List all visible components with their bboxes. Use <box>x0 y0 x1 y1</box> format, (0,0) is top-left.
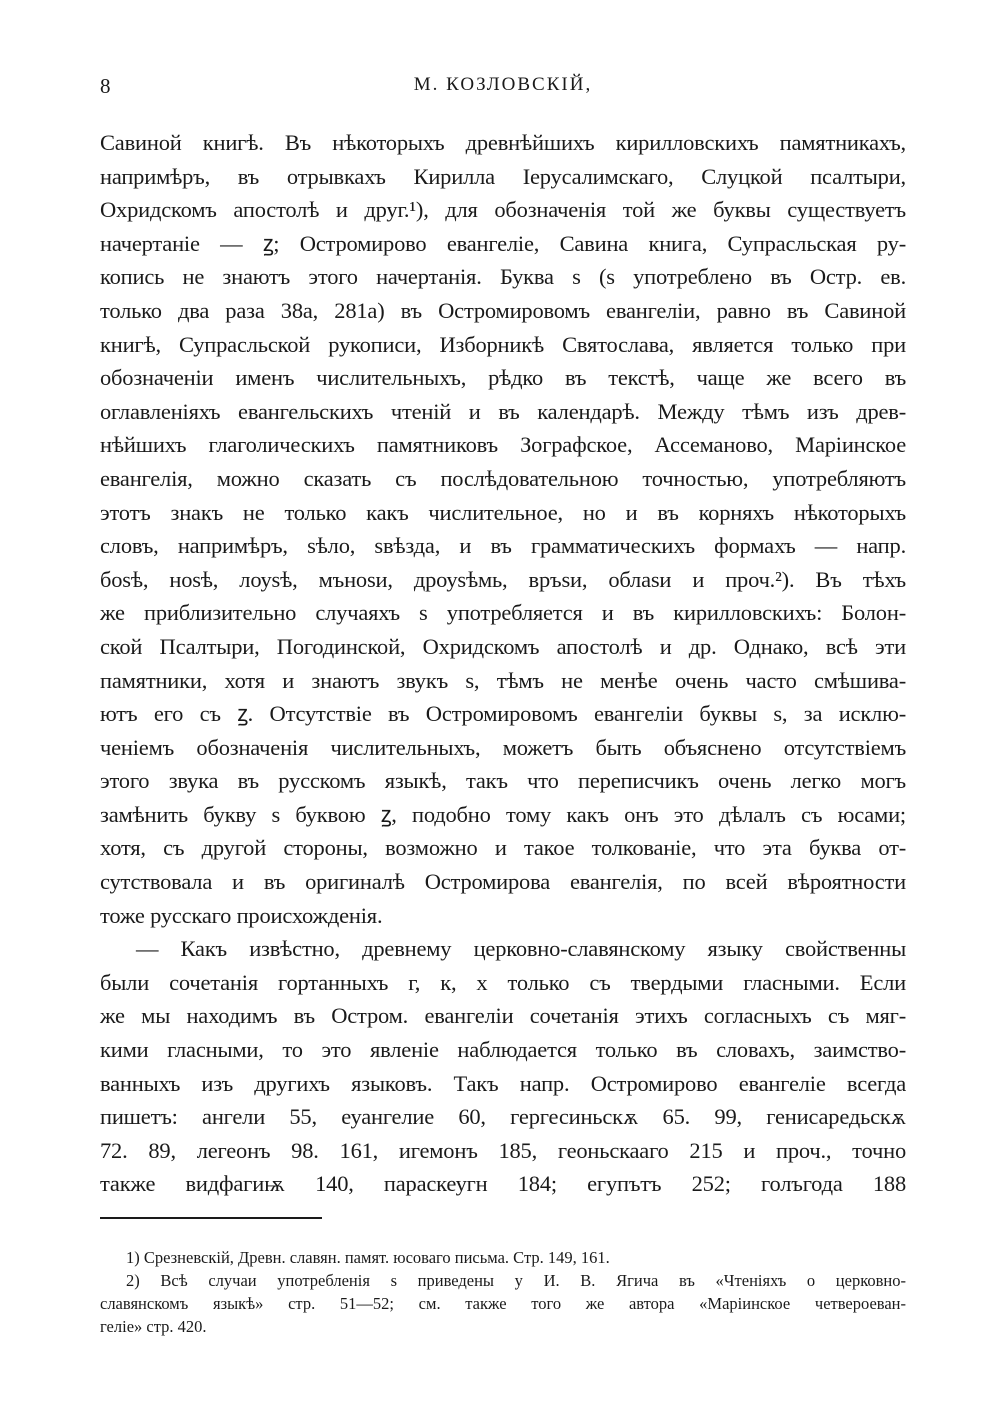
text-line: ской Псалтыри, Погодинской, Охридскомъ апостолѣ и др. Однако, всѣ эти <box>100 633 906 659</box>
text-line: словъ, напримѣръ, ѕѣло, ѕвѣзда, и въ грамматическихъ формахъ — напр. <box>100 533 906 559</box>
text-line: кими гласными, то это явленіе наблюдается только въ словахъ, заимство- <box>100 1037 906 1063</box>
footnote-2: 2) Всѣ случаи употребленія ѕ приведены у И. В. Ягича въ «Чтеніяхъ о церковно- <box>126 1271 906 1290</box>
page-number: 8 <box>100 74 111 98</box>
text-line: ченіемъ обозначенія числительныхъ, можетъ быть объяснено отсутствіемъ <box>100 734 906 760</box>
footnote-2-continued: геліе» стр. 420. <box>100 1317 207 1336</box>
text-line: были сочетанія гортанныхъ г, к, х только съ твердыми гласными. Если <box>100 969 906 995</box>
text-line: копись не знаютъ этого начертанія. Буква ѕ (ѕ употреблено въ Остр. ев. <box>100 264 906 290</box>
text-line: обозначеніи именъ числительныхъ, рѣдко въ текстѣ, чаще же всего въ <box>100 365 906 391</box>
text-line: ванныхъ изъ другихъ языковъ. Такъ напр. Остромирово евангеліе всегда <box>100 1070 906 1096</box>
text-line: памятники, хотя и знаютъ звукъ ѕ, тѣмъ не менѣе очень часто смѣшива- <box>100 667 906 693</box>
footnote-divider <box>100 1217 322 1219</box>
text-line: пишетъ: ангели 55, еуангелие 60, гергесиньскѫ 65. 99, генисаредьскѫ <box>100 1104 906 1130</box>
text-line: ютъ его съ ꙁ. Отсутствіе въ Остромировомъ евангеліи буквы ѕ, за исклю- <box>100 701 906 727</box>
text-line: тоже русскаго происхожденія. <box>100 902 383 928</box>
text-line: напримѣръ, въ отрывкахъ Кирилла Іерусалимскаго, Слуцкой псалтыри, <box>100 163 906 189</box>
text-line: также видфагиѭ 140, параскеугн 184; егупътъ 252; голъгода 188 <box>100 1171 906 1197</box>
text-line: сутствовала и въ оригиналѣ Остромирова евангелія, по всей вѣроятности <box>100 869 906 895</box>
text-line: этого звука въ русскомъ языкѣ, такъ что переписчикъ очень легко могъ <box>100 768 906 794</box>
footnote-2-continued: славянскомъ языкѣ» стр. 51—52; см. также того же автора «Маріинское четвероеван- <box>100 1294 906 1313</box>
running-title: М. КОЗЛОВСКІЙ, <box>413 74 593 95</box>
footnote-1: 1) Срезневскій, Древн. славян. памят. юсоваго письма. Стр. 149, 161. <box>126 1248 610 1267</box>
text-line: начертаніе — ꙁ; Остромирово евангеліе, Савина книга, Супрасльская ру- <box>100 230 906 256</box>
text-line: нѣйшихъ глаголическихъ памятниковъ Зографское, Ассеманово, Маріинское <box>100 432 906 458</box>
text-line: книгѣ, Супрасльской рукописи, Изборникѣ Святослава, является только при <box>100 331 906 357</box>
paragraph-start-line: — Какъ извѣстно, древнему церковно-славянскому языку свойственны <box>136 936 906 962</box>
text-line: Охридскомъ апостолѣ и друг.¹), для обозначенія той же буквы существуетъ <box>100 197 906 223</box>
text-line: оглавленіяхъ евангельскихъ чтеній и въ календарѣ. Между тѣмъ изъ древ- <box>100 398 906 424</box>
body-text <box>100 126 906 1201</box>
text-line: этотъ знакъ не только какъ числительное, но и въ корняхъ нѣкоторыхъ <box>100 499 906 525</box>
text-line: Савиной книгѣ. Въ нѣкоторыхъ древнѣйшихъ кирилловскихъ памятникахъ, <box>100 130 906 155</box>
text-line: только два раза 38а, 281а) въ Остромировомъ евангеліи, равно въ Савиной <box>100 297 906 323</box>
text-line: 72. 89, легеонъ 98. 161, игемонъ 185, геоньскааго 215 и проч., точно <box>100 1137 906 1163</box>
footnotes <box>100 1246 906 1338</box>
page-header <box>100 74 906 104</box>
text-line: боѕѣ, ноѕѣ, лоуѕѣ, мъноѕи, дроуѕѣмь, връѕи, облаѕи и проч.²). Въ тѣхъ <box>100 566 906 592</box>
text-line: евангелія, можно сказать съ послѣдовательною точностью, употребляютъ <box>100 465 906 491</box>
text-line: же мы находимъ въ Остром. евангеліи сочетанія этихъ согласныхъ съ мяг- <box>100 1003 906 1029</box>
text-line: замѣнить букву ѕ буквою ꙁ, подобно тому какъ онъ это дѣлалъ съ юсами; <box>100 801 906 827</box>
text-line: же приблизительно случаяхъ ѕ употребляется и въ кирилловскихъ: Болон- <box>100 600 906 626</box>
text-line: хотя, съ другой стороны, возможно и такое толкованіе, что эта буква от- <box>100 835 906 861</box>
